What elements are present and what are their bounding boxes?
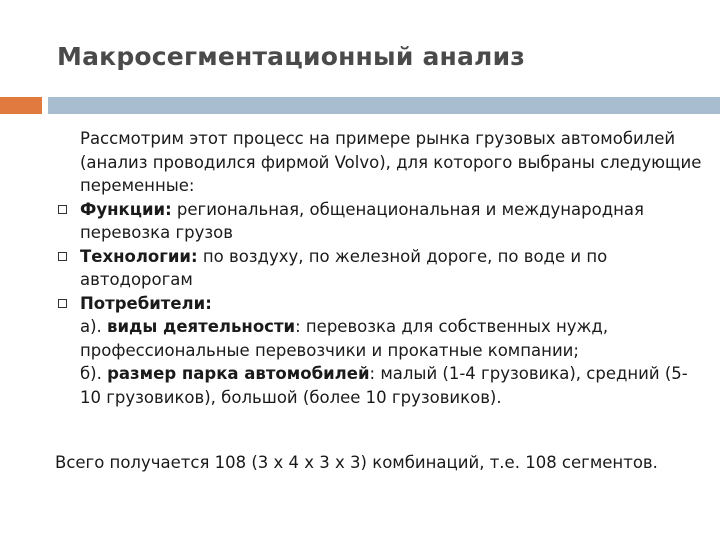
sub-item-label: размер парка автомобилей bbox=[107, 364, 370, 383]
bullet-label: Потребители: bbox=[80, 293, 212, 313]
accent-bar bbox=[0, 97, 42, 114]
sub-item-fleet-size bbox=[80, 362, 708, 409]
bullet-consumers bbox=[58, 292, 708, 316]
sub-item-text: : малый (1-4 грузовика), средний (5-10 грузовиков), большой (более 10 грузовиков). bbox=[80, 364, 688, 407]
square-bullet-icon bbox=[58, 252, 67, 261]
square-bullet-icon bbox=[58, 205, 67, 214]
total-summary: Всего получается 108 (3 х 4 х 3 х 3) комбинаций, т.е. 108 сегментов. bbox=[55, 453, 658, 472]
title-divider-bar bbox=[48, 97, 720, 114]
sub-item-label: виды деятельности bbox=[107, 317, 296, 336]
bullet-text: по воздуху, по железной дороге, по воде и по автодорогам bbox=[80, 246, 608, 289]
sub-item-prefix: а). bbox=[80, 317, 108, 336]
square-bullet-icon bbox=[58, 299, 67, 308]
sub-item-activity bbox=[80, 315, 708, 362]
intro-paragraph: Рассмотрим этот процесс на примере рынка грузовых автомобилей (анализ проводился фирмой Volvo), для которого выбраны следующие переменные: bbox=[80, 129, 702, 195]
sub-item-prefix: б). bbox=[80, 364, 108, 383]
bullet-text: региональная, общенациональная и международная перевозка грузов bbox=[80, 199, 644, 242]
bullet-technologies bbox=[58, 245, 708, 292]
slide-content bbox=[58, 127, 708, 409]
bullet-label: Технологии: bbox=[80, 246, 198, 266]
bullet-functions bbox=[58, 198, 708, 245]
sub-item-text: : перевозка для собственных нужд, профессиональные перевозчики и прокатные компании; bbox=[80, 317, 609, 360]
bullet-label: Функции: bbox=[80, 199, 172, 219]
slide-title: Макросегментационный анализ bbox=[57, 42, 526, 71]
